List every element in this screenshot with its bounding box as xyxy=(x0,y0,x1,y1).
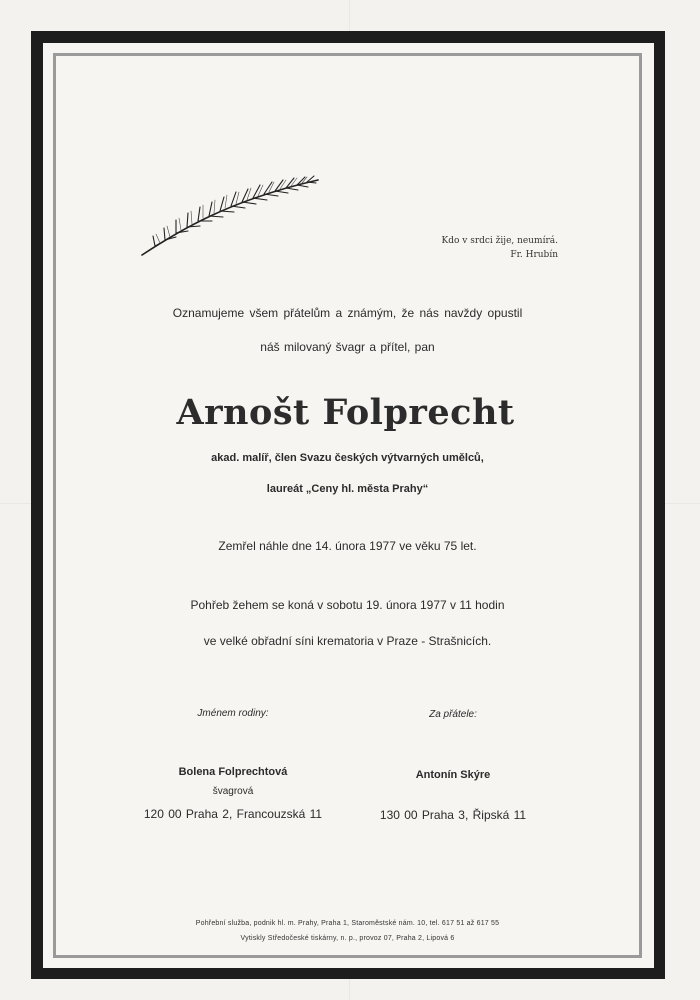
family-relation: švagrová xyxy=(212,786,254,797)
footer-line-2: Vytiskly Středočeské tiskárny, n. p., provoz 07, Praha 2, Lipová 6 xyxy=(240,935,455,942)
palm-branch-icon xyxy=(140,170,320,260)
family-address: 120 00 Praha 2, Francouzská 11 xyxy=(143,807,323,821)
friends-address: 130 00 Praha 3, Řipská 11 xyxy=(379,808,527,822)
quote-author: Fr. Hrubín xyxy=(510,250,558,260)
announcement-line-2: náš milovaný švagr a přítel, pan xyxy=(260,340,435,354)
deceased-title-2: laureát „Ceny hl. města Prahy“ xyxy=(266,483,429,495)
friends-header: Za přátele: xyxy=(429,709,477,720)
quote-text: Kdo v srdci žije, neumírá. xyxy=(441,236,558,246)
family-name: Bolena Folprechtová xyxy=(178,766,288,778)
deceased-title-1: akad. malíř, člen Svazu českých výtvarných umělců, xyxy=(211,452,484,464)
family-header: Jménem rodiny: xyxy=(197,708,269,719)
notice-content xyxy=(53,53,642,958)
funeral-line-2: ve velké obřadní síni krematoria v Praze - Strašnicích. xyxy=(203,634,492,648)
announcement-line-1: Oznamujeme všem přátelům a známým, že nás navždy opustil xyxy=(172,306,523,320)
death-notice: Zemřel náhle dne 14. února 1977 ve věku 75 let. xyxy=(218,539,477,553)
deceased-name: Arnošt Folprecht xyxy=(176,392,515,433)
footer-line-1: Pohřební služba, podnik hl. m. Prahy, Praha 1, Staroměstské nám. 10, tel. 617 51 až 617 55 xyxy=(195,920,500,927)
friends-name: Antonín Skýre xyxy=(415,769,491,781)
funeral-line-1: Pohřeb žehem se koná v sobotu 19. února 1977 v 11 hodin xyxy=(190,598,505,612)
quote xyxy=(353,234,558,262)
